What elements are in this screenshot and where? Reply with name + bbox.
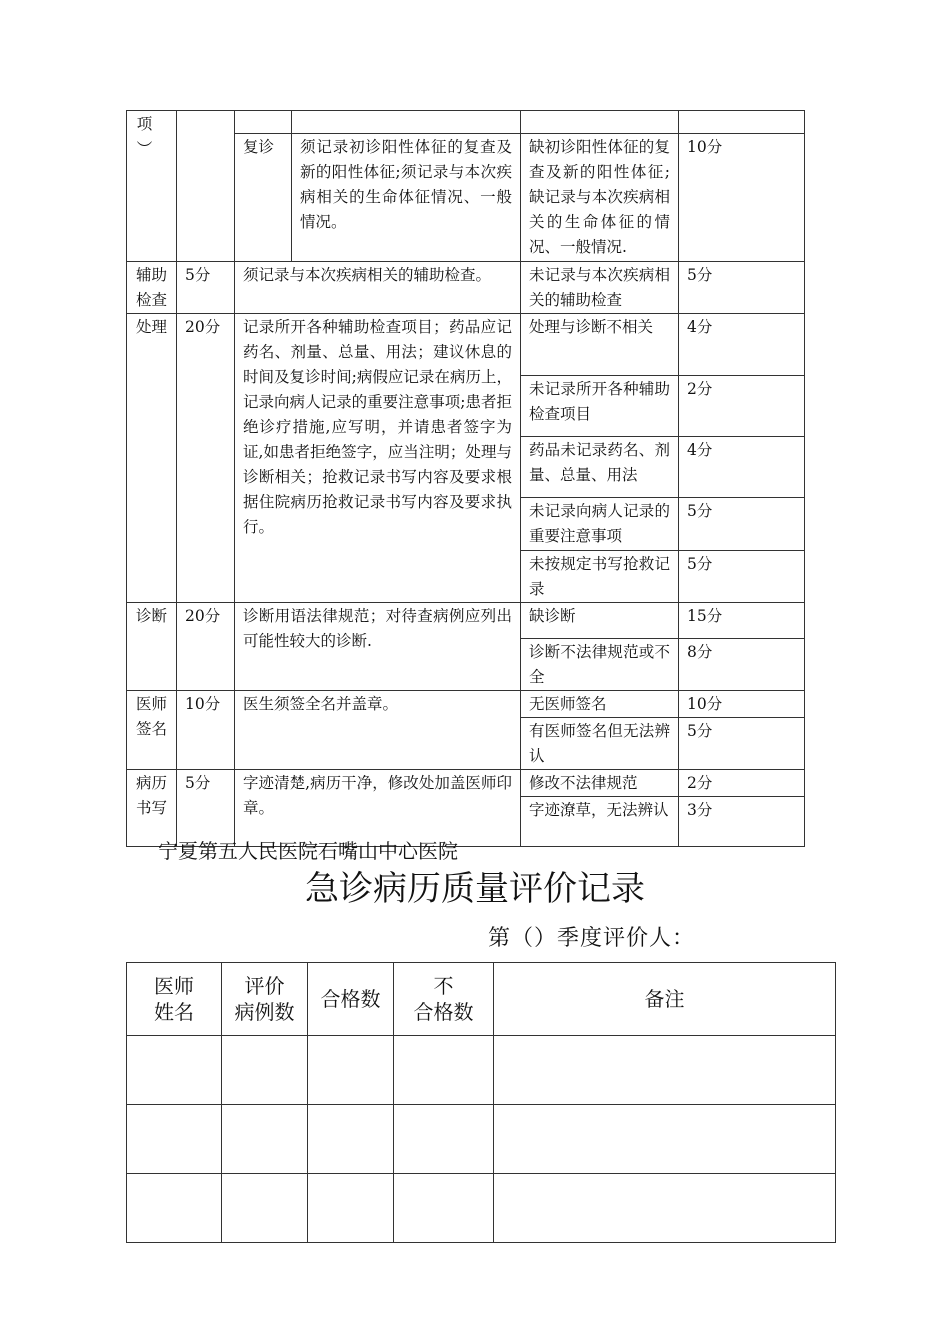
- deduction-text: 有医师签名但无法辨认: [521, 718, 679, 770]
- evaluation-row: [127, 1036, 836, 1105]
- item-score: 5分: [177, 262, 235, 314]
- item-score: 10分: [177, 691, 235, 770]
- deduction-text: 未记录与本次疾病相关的辅助检查: [521, 262, 679, 314]
- record-title: 急诊病历质量评价记录: [305, 869, 645, 909]
- criteria-row: [127, 314, 805, 376]
- item-requirement: 须记录与本次疾病相关的辅助检查。: [235, 262, 521, 314]
- evaluation-entry-cell[interactable]: [494, 1174, 836, 1243]
- item-name: 医师 签名: [127, 691, 177, 770]
- evaluation-entry-cell[interactable]: [222, 1174, 308, 1243]
- deduction-points: 5分: [679, 718, 805, 770]
- follow-up-points: 10分: [679, 134, 805, 262]
- deduction-points: 4分: [679, 437, 805, 498]
- follow-up-deduction: 缺初诊阳性体征的复查及新的阳性体征;缺记录与本次疾病相关的生命体征的情况、一般情况.: [521, 134, 679, 262]
- criteria-row: [127, 262, 805, 314]
- item-requirement: 记录所开各种辅助检查项目；药品应记药名、剂量、总量、用法；建议休息的时间及复诊时间;病假应记录在病历上，记录向病人记录的重要注意事项;患者拒绝诊疗措施,应写明，并请患者签字为证,如患者拒绝签字，应当注明；处理与诊断相关；抢救记录书写内容及要求根据住院病历抢救记录书写内容及要求执行。: [235, 314, 521, 603]
- evaluation-entry-cell[interactable]: [308, 1036, 394, 1105]
- deduction-text: 诊断不法律规范或不全: [521, 639, 679, 691]
- evaluation-entry-cell[interactable]: [394, 1036, 494, 1105]
- blank-cell: [521, 111, 679, 134]
- evaluation-entry-cell[interactable]: [127, 1174, 222, 1243]
- evaluation-entry-cell[interactable]: [222, 1036, 308, 1105]
- evaluation-row: [127, 1174, 836, 1243]
- evaluation-body: [127, 1036, 836, 1243]
- evaluation-header-cell: 评价 病例数: [222, 963, 308, 1036]
- criteria-table: [126, 110, 805, 847]
- evaluation-header-cell: 不 合格数: [394, 963, 494, 1036]
- blank-cell: [292, 111, 521, 134]
- deduction-points: 8分: [679, 639, 805, 691]
- deduction-points: 3分: [679, 797, 805, 847]
- evaluation-entry-cell[interactable]: [127, 1036, 222, 1105]
- evaluation-entry-cell[interactable]: [308, 1105, 394, 1174]
- follow-up-requirement: 须记录初诊阳性体征的复查及新的阳性体征;须记录与本次疾病相关的生命体征情况、一般情况。: [292, 134, 521, 262]
- continued-header-row: [127, 111, 805, 134]
- evaluation-entry-cell[interactable]: [222, 1105, 308, 1174]
- item-name: 处理: [127, 314, 177, 603]
- deduction-points: 4分: [679, 314, 805, 376]
- follow-up-label: 复诊: [235, 134, 292, 262]
- criteria-body: [127, 111, 805, 847]
- deduction-points: 5分: [679, 262, 805, 314]
- deduction-points: 2分: [679, 376, 805, 437]
- evaluation-header-cell: 医师 姓名: [127, 963, 222, 1036]
- item-name: 病历 书写: [127, 770, 177, 847]
- deduction-points: 5分: [679, 551, 805, 603]
- hospital-name: 宁夏第五人民医院石嘴山中心医院: [158, 839, 458, 863]
- evaluation-header-cell: 备注: [494, 963, 836, 1036]
- evaluation-entry-cell[interactable]: [394, 1174, 494, 1243]
- item-requirement: 字迹清楚,病历干净，修改处加盖医师印章。: [235, 770, 521, 847]
- criteria-row: [127, 603, 805, 639]
- deduction-points: 10分: [679, 691, 805, 718]
- blank-cell: [679, 111, 805, 134]
- deduction-text: 字迹潦草，无法辨认: [521, 797, 679, 847]
- item-score: 20分: [177, 314, 235, 603]
- item-requirement: 医生须签全名并盖章。: [235, 691, 521, 770]
- item-score: 5分: [177, 770, 235, 847]
- score-cell-continued: [177, 111, 235, 262]
- deduction-text: 药品未记录药名、剂量、总量、用法: [521, 437, 679, 498]
- season-evaluator-line: 第（）季度评价人：: [488, 926, 696, 951]
- evaluation-entry-cell[interactable]: [494, 1105, 836, 1174]
- evaluation-entry-cell[interactable]: [394, 1105, 494, 1174]
- deduction-points: 5分: [679, 498, 805, 551]
- deduction-text: 缺诊断: [521, 603, 679, 639]
- evaluation-header-row: [127, 963, 836, 1036]
- evaluation-entry-cell[interactable]: [494, 1036, 836, 1105]
- deduction-text: 未按规定书写抢救记录: [521, 551, 679, 603]
- item-name: 诊断: [127, 603, 177, 691]
- item-cell-continued: 项 ︶: [127, 111, 177, 262]
- evaluation-entry-cell[interactable]: [308, 1174, 394, 1243]
- evaluation-header-cell: 合格数: [308, 963, 394, 1036]
- evaluation-table: [126, 962, 836, 1243]
- item-requirement: 诊断用语法律规范；对待查病例应列出可能性较大的诊断.: [235, 603, 521, 691]
- evaluation-row: [127, 1105, 836, 1174]
- blank-cell: [235, 111, 292, 134]
- criteria-row: [127, 691, 805, 718]
- evaluation-entry-cell[interactable]: [127, 1105, 222, 1174]
- deduction-points: 2分: [679, 770, 805, 797]
- criteria-row: [127, 770, 805, 797]
- deduction-points: 15分: [679, 603, 805, 639]
- deduction-text: 修改不法律规范: [521, 770, 679, 797]
- deduction-text: 未记录向病人记录的重要注意事项: [521, 498, 679, 551]
- item-name: 辅助 检查: [127, 262, 177, 314]
- deduction-text: 无医师签名: [521, 691, 679, 718]
- deduction-text: 未记录所开各种辅助检查项目: [521, 376, 679, 437]
- deduction-text: 处理与诊断不相关: [521, 314, 679, 376]
- item-score: 20分: [177, 603, 235, 691]
